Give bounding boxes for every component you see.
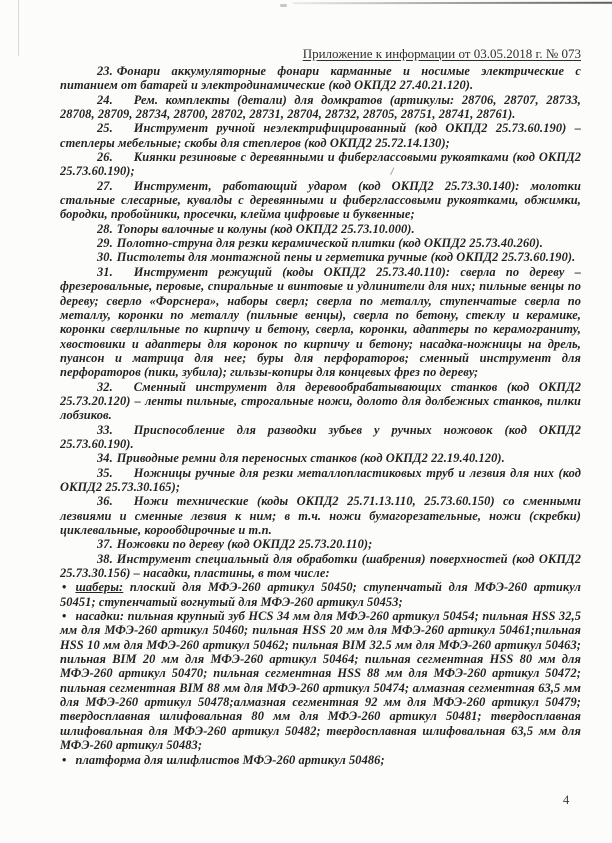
bullet-icon: • — [62, 609, 67, 624]
bullet-icon: • — [62, 580, 67, 595]
item-text: Киянки резиновые с деревянными и фиберглассовыми рукоятками (код ОКПД2 25.73.60.190); — [60, 150, 581, 179]
item-number: 37. — [97, 537, 113, 552]
list-item-36 — [60, 494, 581, 537]
list-item-25 — [60, 121, 581, 150]
appendix-reference — [60, 46, 581, 62]
item-text: Ножницы ручные для резки металлопластиковых труб и лезвия для них (код ОКПД2 25.73.30.165); — [60, 465, 581, 494]
list-item-38 — [60, 552, 581, 581]
item-number: 38. — [97, 551, 113, 566]
item-number: 31. — [97, 264, 113, 279]
item-text: Фонари аккумуляторные фонари карманные и носимые электрические с питанием от батарей и электродинамические (код ОКПД2 27.40.21.120). — [60, 64, 581, 93]
item-text: Рем. комплекты (детали) для домкратов (артикулы: 28706, 28707, 28733, 28708, 28709, 28734, 28700, 28702, 28731, 28704, 28732, 28705, 28751, 28741, 28761). — [60, 92, 581, 122]
item-text: Топоры валочные и колуны (код ОКПД2 25.73.10.000). — [116, 221, 415, 236]
list-item-27 — [60, 179, 581, 222]
item-number: 28. — [97, 221, 113, 236]
list-item-35 — [60, 466, 581, 495]
list-item-29 — [60, 236, 581, 250]
item-number: 24. — [97, 92, 113, 107]
bullet-icon: • — [62, 752, 67, 767]
item-number: 26. — [97, 150, 113, 165]
item-text: Инструмент, работающий ударом (код ОКПД2 25.73.30.140): молотки стальные слесарные, кувалды с деревянными и фиберглассовыми рукоятками, обжимки, бородки, пробойники, просечки, клейма цифровые и буквенные; — [60, 178, 581, 222]
item-text: Инструмент режущий (коды ОКПД2 25.73.40.110): сверла по дереву – фрезеровальные, перовые, спиральные и винтовые и удлинители для них; пильные венцы по дереву; сверло «Форснера», наборы сверл; сверла по металлу, ступенчатые сверла по металлу, коронки по металлу (пильные венцы), сверла по бетону, стеклу и керамике, коронки сверлильные по кирпичу и бетону, сверла, коронки, адаптеры по керамограниту, хвостовики и адаптеры для коронок по кирпичу и бетону; насадка-ножницы на дрель, пуансон и матрица для нее; буры для перфораторов; сменный инструмент для перфораторов (пики, зубила); гильзы-копиры для концевых фрез по дереву; — [60, 264, 581, 380]
list-item-23 — [60, 64, 581, 93]
item-text: Инструмент специальный для обработки (шабрения) поверхностей (код ОКПД2 25.73.30.156) – насадки, пластины, в том числе: — [60, 551, 581, 581]
bullet-text: насадки: пильная крупный зуб HCS 34 мм для МФЭ-260 артикул 50454; пильная HSS 32,5 мм для МФЭ-260 артикул 50460; пильная HSS 20 мм для МФЭ-260 артикул 50461;пильная HSS 10 мм для МФЭ-260 артикул 50462; пильная BIM 32.5 мм для МФЭ-260 артикул 50463; пильная BIM 20 мм для МФЭ-260 артикул 50464; пильная сегментная HSS 80 мм для МФЭ-260 артикул 50470; пильная сегментная HSS 88 мм для МФЭ-260 артикул 50472; пильная сегментная BIM 88 мм для МФЭ-260 артикул 50474; алмазная сегментная 63,5 мм для МФЭ-260 артикул 50478;алмазная сегментная 92 мм для МФЭ-260 артикул 50479; твердосплавная шлифовальная 80 мм для МФЭ-260 артикул 50481; твердосплавная шлифовальная для МФЭ-260 артикул 50482; твердосплавная шлифовальная 63,5 мм для МФЭ-260 артикул 50483; — [60, 609, 581, 753]
list-item-37 — [60, 537, 581, 551]
bullet-item-nasadki — [60, 609, 581, 752]
bullet-text: платформа для шлифлистов МФЭ-260 артикул 50486; — [75, 752, 385, 767]
item-number: 33. — [97, 422, 113, 437]
list-item-34 — [60, 451, 581, 465]
item-text: Ножи технические (коды ОКПД2 25.71.13.110, 25.73.60.150) со сменными лезвиями и сменные лезвия к ним; в т.ч. ножи бумагорезательные, ножи (скребки) циклевальные, корообдирочные и т.п. — [60, 494, 581, 537]
list-item-28 — [60, 222, 581, 236]
item-number: 27. — [97, 178, 113, 193]
item-text: Приводные ремни для переносных станков (код ОКПД2 22.19.40.120). — [116, 451, 505, 466]
list-item-26 — [60, 150, 581, 179]
list-item-31 — [60, 265, 581, 380]
item-number: 35. — [97, 465, 113, 480]
item-number: 30. — [97, 250, 113, 265]
page-number: 4 — [563, 793, 570, 807]
list-item-30 — [60, 250, 581, 264]
item-number: 32. — [97, 379, 113, 394]
item-number: 29. — [97, 236, 113, 251]
bullet-text: плоский для МФЭ-260 артикул 50450; ступенчатый для МФЭ-260 артикул 50451; ступенчатый вогнутый для МФЭ-260 артикул 50453; — [60, 580, 581, 609]
document-body — [60, 64, 581, 767]
item-number: 34. — [97, 451, 113, 466]
bullet-lead: шаберы: — [75, 580, 124, 595]
item-text: Ножовки по дереву (код ОКПД2 25.73.20.110); — [116, 537, 373, 552]
appendix-reference-text: Приложение к информации от 03.05.2018 г. № 073 — [302, 46, 581, 61]
list-item-33 — [60, 423, 581, 452]
item-number: 36. — [97, 494, 113, 509]
list-item-32 — [60, 380, 581, 423]
item-number: 23. — [97, 64, 113, 78]
bullet-item-shabery — [60, 580, 581, 609]
list-item-24 — [60, 93, 581, 122]
item-text: Полотно-струна для резки керамической плитки (код ОКПД2 25.73.40.260). — [116, 236, 543, 251]
item-text: Сменный инструмент для деревообрабатывающих станков (код ОКПД2 25.73.20.120) – ленты пильные, строгальные ножи, долото для долбежных станков, пилки лобзиков. — [60, 379, 581, 423]
scan-artifact-speck — [280, 4, 287, 7]
scan-artifact-left-line — [18, 0, 19, 56]
bullet-item-platforma — [60, 753, 581, 767]
item-text: Инструмент ручной неэлектрифицированный (код ОКПД2 25.73.60.190) – степлеры мебельные; скобы для степлеров (код ОКПД2 25.72.14.130); — [60, 121, 581, 150]
scan-artifact-top-line — [293, 2, 612, 5]
item-number: 25. — [97, 121, 113, 136]
item-text: Пистолеты для монтажной пены и герметика ручные (код ОКПД2 25.73.60.190). — [116, 250, 576, 265]
item-text: Приспособление для разводки зубьев у ручных ножовок (код ОКПД2 25.73.60.190). — [60, 422, 581, 451]
